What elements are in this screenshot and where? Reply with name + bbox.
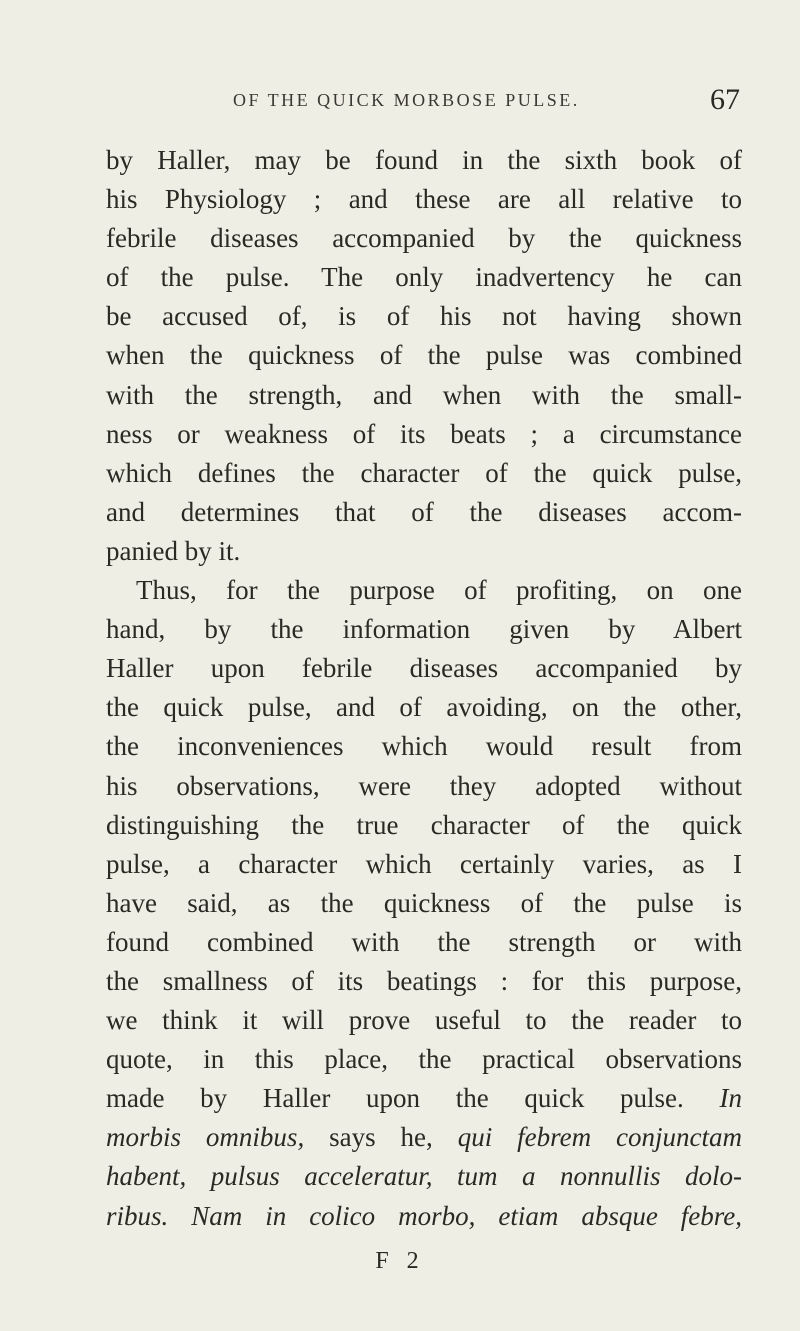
latin-quote-line: habent, pulsus acceleratur, tum a nonnullis dolo- xyxy=(106,1161,742,1192)
latin-quote: qui febrem conjunctam xyxy=(457,1122,742,1153)
page-number: 67 xyxy=(710,83,740,116)
text-line: his Physiology ; and these are all relative to xyxy=(106,184,742,215)
text-line: the quick pulse, and of avoiding, on the other, xyxy=(106,692,742,723)
latin-quote-line: ribus. Nam in colico morbo, etiam absque febre, xyxy=(106,1200,742,1231)
text-line: and determines that of the diseases accom- xyxy=(106,496,742,527)
text-line: pulse, a character which certainly varies, as I xyxy=(106,848,742,879)
text-line: by Haller, may be found in the sixth book of xyxy=(106,145,742,175)
text-line: be accused of, is of his not having shown xyxy=(106,301,742,332)
signature-mark: F 2 xyxy=(375,1248,425,1274)
text-line: his observations, were they adopted without xyxy=(106,770,742,801)
running-title: OF THE QUICK MORBOSE PULSE. xyxy=(233,90,580,110)
text-line: which defines the character of the quick pulse, xyxy=(106,457,742,488)
latin-quote: morbis omnibus, xyxy=(106,1122,305,1153)
text-line: Thus, for the purpose of profiting, on one xyxy=(136,575,742,606)
body-text xyxy=(106,141,742,1236)
text-line xyxy=(106,1079,742,1118)
text-line: of the pulse. The only inadvertency he can xyxy=(106,262,742,293)
page-header xyxy=(106,85,746,129)
text-roman: made by Haller upon the quick pulse. xyxy=(106,1083,684,1114)
text-line: when the quickness of the pulse was combined xyxy=(106,340,742,371)
text-line: the inconveniences which would result from xyxy=(106,731,742,762)
text-line: the smallness of its beatings : for this purpose, xyxy=(106,965,742,996)
text-line: with the strength, and when with the small- xyxy=(106,379,742,410)
text-line: have said, as the quickness of the pulse is xyxy=(106,887,742,918)
text-line: distinguishing the true character of the quick xyxy=(106,809,742,840)
text-line xyxy=(106,1118,742,1157)
text-line: we think it will prove useful to the reader to xyxy=(106,1005,742,1036)
latin-quote: In xyxy=(719,1083,742,1114)
text-roman: says he, xyxy=(329,1122,433,1153)
text-line: found combined with the strength or with xyxy=(106,926,742,957)
text-line: quote, in this place, the practical observations xyxy=(106,1044,742,1075)
text-line: febrile diseases accompanied by the quickness xyxy=(106,223,742,254)
text-line: ness or weakness of its beats ; a circumstance xyxy=(106,418,742,449)
text-line: hand, by the information given by Albert xyxy=(106,614,742,645)
text-line: panied by it. xyxy=(106,535,241,566)
text-line: Haller upon febrile diseases accompanied by xyxy=(106,653,742,684)
